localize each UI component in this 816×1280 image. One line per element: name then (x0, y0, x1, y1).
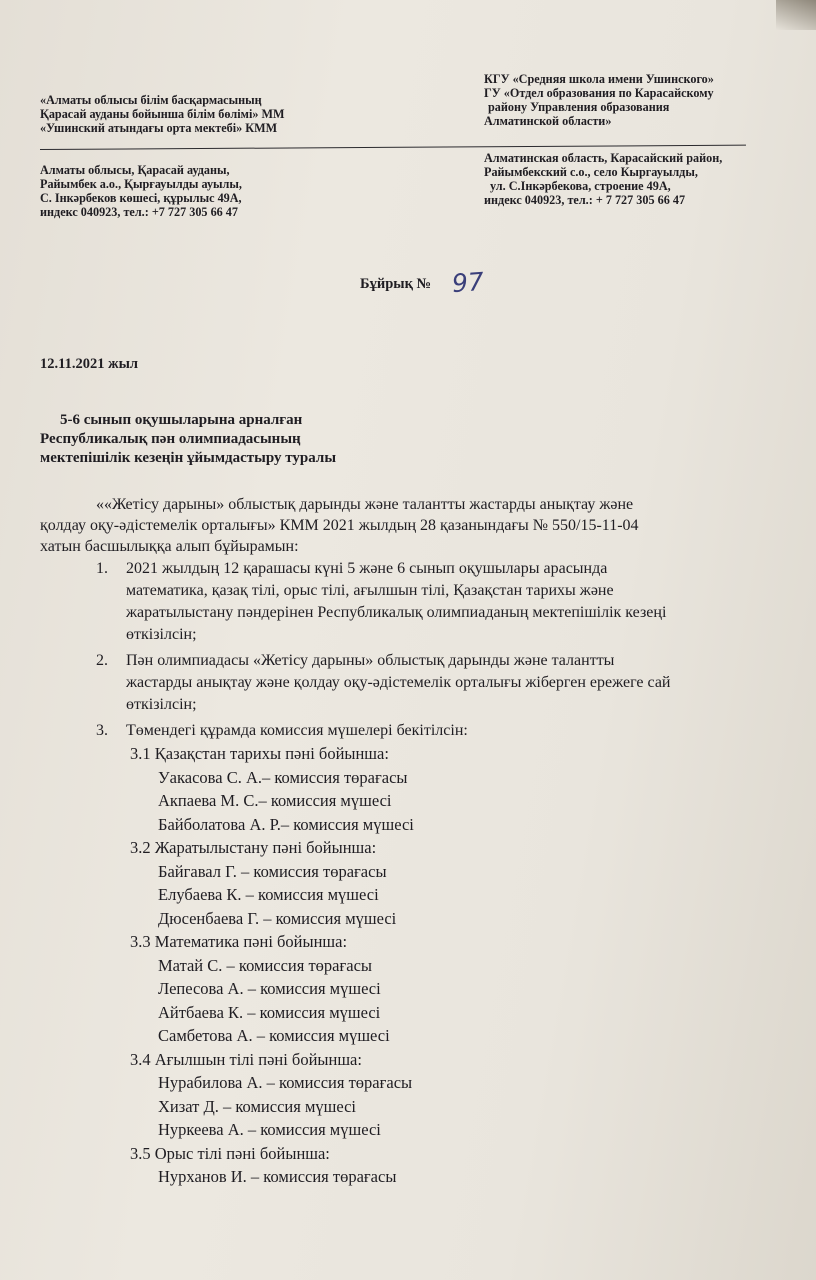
commission-member: Байболатова А. Р.– комиссия мүшесі (158, 814, 414, 834)
commission-heading: 3.3 Математика пәні бойынша: (130, 932, 348, 951)
intro-line: хатын басшылыққа алып бұйырамын: (40, 538, 299, 555)
left-address-line: Алматы облысы, Қарасай ауданы, (40, 163, 230, 177)
commission-science (96, 836, 808, 930)
commission-list (96, 742, 808, 1189)
right-address-line: ул. С.Інкәрбекова, строение 49А, (490, 179, 671, 193)
left-address-line: индекс 040923, тел.: +7 727 305 66 47 (40, 205, 238, 219)
order-item-2 (96, 650, 808, 716)
item-line: жастарды анықтау және қолдау оқу-әдістемелік орталығы жіберген ережеге сай (126, 674, 671, 691)
page-corner-shadow (776, 0, 816, 30)
commission-heading: 3.4 Ағылшын тілі пәні бойынша: (130, 1049, 362, 1069)
order-date: 12.11.2021 жыл (40, 356, 139, 372)
item-line: 2021 жылдың 12 қарашасы күні 5 және 6 сынып оқушылары арасында (126, 560, 608, 577)
right-org-line: КГУ «Средняя школа имени Ушинского» (484, 72, 714, 86)
left-org-block (40, 93, 284, 135)
commission-member: Самбетова А. – комиссия мүшесі (158, 1026, 390, 1045)
order-item-1 (96, 558, 808, 646)
commission-heading: 3.2 Жаратылыстану пәні бойынша: (130, 838, 377, 857)
commission-russian (96, 1142, 808, 1189)
commission-member: Уакасова С. А.– комиссия төрағасы (158, 767, 408, 787)
order-subject (40, 411, 336, 468)
left-org-line: Қарасай ауданы бойынша білім бөлімі» ММ (40, 107, 285, 121)
commission-member: Дюсенбаева Г. – комиссия мүшесі (158, 908, 397, 928)
right-address-line: индекс 040923, тел.: + 7 727 305 66 47 (484, 193, 686, 207)
subject-line: мектепішілік кезеңін ұйымдастыру туралы (40, 450, 337, 466)
commission-member: Матай С. – комиссия төрағасы (158, 955, 373, 975)
item-line: математика, қазақ тілі, орыс тілі, ағылшын тілі, Қазақстан тарихы және (126, 582, 614, 599)
left-address-line: С. Інкәрбеков көшесі, құрылыс 49А, (40, 191, 242, 205)
item-line: Төмендегі құрамда комиссия мүшелері бекітілсін: (126, 722, 468, 739)
right-address-block (484, 151, 722, 207)
item-number: 2. (96, 652, 108, 669)
commission-member: Елубаева К. – комиссия мүшесі (158, 885, 379, 904)
left-address-line: Райымбек а.о., Қырғауылды ауылы, (40, 177, 242, 191)
item-line: өткізілсін; (126, 696, 197, 713)
commission-history (96, 742, 808, 836)
commission-heading: 3.5 Орыс тілі пәні бойынша: (130, 1143, 330, 1163)
commission-member: Байгавал Г. – комиссия төрағасы (158, 861, 387, 881)
commission-member: Лепесова А. – комиссия мүшесі (158, 979, 381, 998)
intro-line: қолдау оқу-әдістемелік орталығы» КММ 2021 жылдың 28 қазанындағы № 550/15-11-04 (40, 517, 639, 534)
commission-member: Нурабилова А. – комиссия төрағасы (158, 1073, 413, 1092)
left-org-line: «Алматы облысы білім басқармасының (40, 93, 262, 107)
order-items (96, 558, 808, 1189)
commission-member: Акпаева М. С.– комиссия мүшесі (158, 791, 392, 810)
subject-line: 5-6 сынып оқушыларына арналған (60, 412, 303, 428)
commission-math (96, 930, 808, 1048)
commission-member: Нуркеева А. – комиссия мүшесі (158, 1120, 381, 1139)
intro-line: ««Жетісу дарыны» облыстық дарынды және талантты жастарды анықтау және (96, 496, 634, 513)
order-title: Бұйрық № (360, 276, 432, 292)
item-line: Пән олимпиадасы «Жетісу дарыны» облыстық дарынды және талантты (126, 652, 615, 669)
left-org-line: «Ушинский атындағы орта мектебі» КММ (40, 121, 278, 135)
intro-paragraph (40, 494, 810, 557)
right-org-block (484, 72, 714, 128)
item-line: жаратылыстану пәндерінен Республикалық олимпиаданың мектепішілік кезеңі (126, 604, 667, 621)
order-number-handwritten: 97 (451, 266, 485, 299)
right-address-line: Райымбекский с.о., село Кыргауылды, (484, 165, 698, 179)
commission-member: Айтбаева К. – комиссия мүшесі (158, 1002, 381, 1022)
item-line: өткізілсін; (126, 626, 197, 643)
item-number: 1. (96, 560, 108, 577)
commission-english (96, 1048, 808, 1142)
header-divider (40, 145, 746, 150)
right-org-line: Алматинской области» (484, 114, 612, 128)
right-address-line: Алматинская область, Карасайский район, (484, 151, 723, 165)
right-org-line: ГУ «Отдел образования по Карасайскому (484, 86, 714, 100)
subject-line: Республикалық пән олимпиадасының (40, 431, 301, 447)
order-item-3 (96, 720, 808, 742)
commission-heading: 3.1 Қазақстан тарихы пәні бойынша: (130, 744, 389, 763)
commission-member: Нурханов И. – комиссия төрағасы (158, 1167, 397, 1186)
commission-member: Хизат Д. – комиссия мүшесі (158, 1096, 356, 1116)
left-address-block (40, 163, 242, 219)
item-number: 3. (96, 722, 108, 739)
right-org-line: району Управления образования (488, 100, 670, 114)
